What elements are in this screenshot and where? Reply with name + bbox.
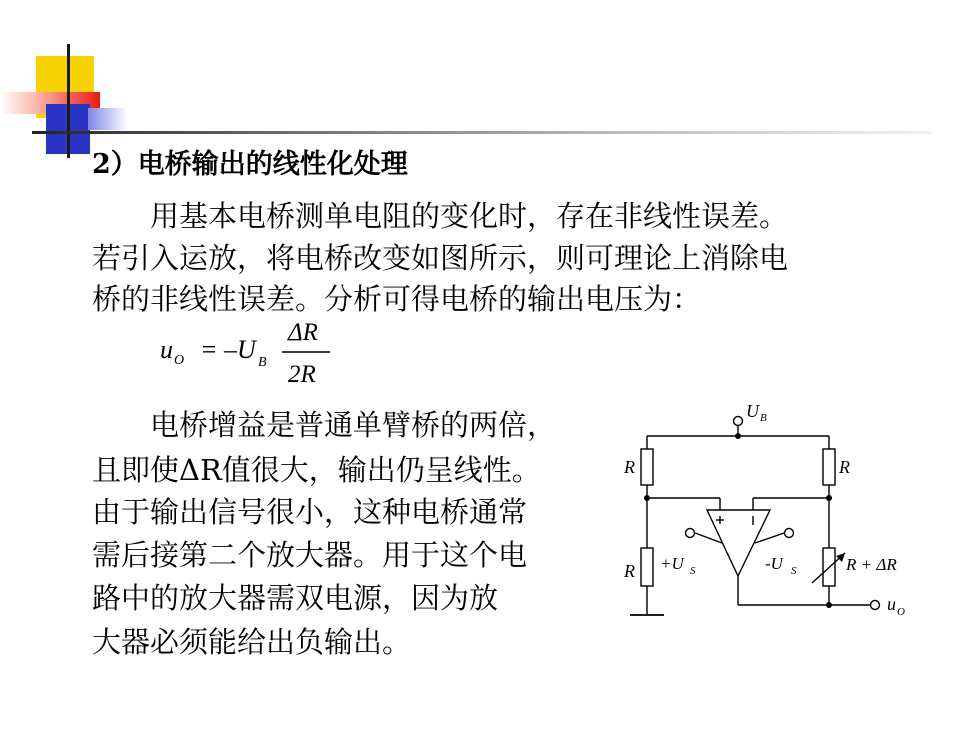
neg-supply-label: -U <box>765 554 783 573</box>
output-voltage-formula <box>160 318 360 390</box>
paragraph2-line-2: 且即使ΔR值很大，输出仍呈线性。 <box>92 453 541 487</box>
paragraph2-line-6: 大器必须能给出负输出。 <box>92 625 412 659</box>
formula-rhs-sub: B <box>258 355 267 370</box>
resistor-bottom-left <box>641 548 653 586</box>
paragraph2-line-1: 电桥增益是普通单臂桥的两倍， <box>92 408 557 442</box>
paragraph1-line-3: 桥的非线性误差。分析可得电桥的输出电压为： <box>92 282 702 316</box>
paragraph2-line-4: 需后接第二个放大器。用于这个电 <box>92 538 528 572</box>
corner-blue-fade <box>88 108 128 130</box>
formula-numerator: ΔR <box>288 319 318 346</box>
output-label: u <box>887 594 896 614</box>
slide-title: 2）电桥输出的线性化处理 <box>92 149 408 180</box>
formula-lhs-sub: O <box>174 353 185 368</box>
label-r-bottom-right: R + ΔR <box>846 555 897 574</box>
pos-supply-label: +U <box>660 554 684 573</box>
output-label-sub: O <box>897 606 905 618</box>
output-terminal <box>871 601 880 610</box>
label-r-bottom-left: R <box>624 561 635 581</box>
formula-lhs: u <box>160 335 173 364</box>
paragraph1-line-2: 若引入运放，将电桥改变如图所示，则可理论上消除电 <box>92 241 789 275</box>
label-r-top-left: R <box>624 457 635 477</box>
neg-supply-sub: S <box>791 565 797 577</box>
resistor-top-right <box>823 449 835 485</box>
supply-label: U <box>746 401 759 421</box>
opamp-bridge-circuit <box>612 395 922 625</box>
neg-supply-terminal <box>785 529 794 538</box>
supply-label-sub: B <box>760 412 767 424</box>
paragraph2-line-5: 路中的放大器需双电源，因为放 <box>92 581 499 615</box>
formula-denominator: 2R <box>288 361 316 388</box>
resistor-top-left <box>641 449 653 485</box>
title-underline <box>32 131 932 134</box>
formula-equals: = –U <box>200 335 256 364</box>
supply-terminal <box>734 417 743 426</box>
pos-supply-terminal <box>686 529 695 538</box>
label-r-top-right: R <box>839 457 850 477</box>
paragraph2-line-3: 由于输出信号很小，这种电桥通常 <box>92 495 528 529</box>
corner-vertical-line <box>67 44 70 158</box>
pos-supply-sub: S <box>690 565 696 577</box>
paragraph1-line-1: 用基本电桥测单电阻的变化时，存在非线性误差。 <box>92 199 789 233</box>
